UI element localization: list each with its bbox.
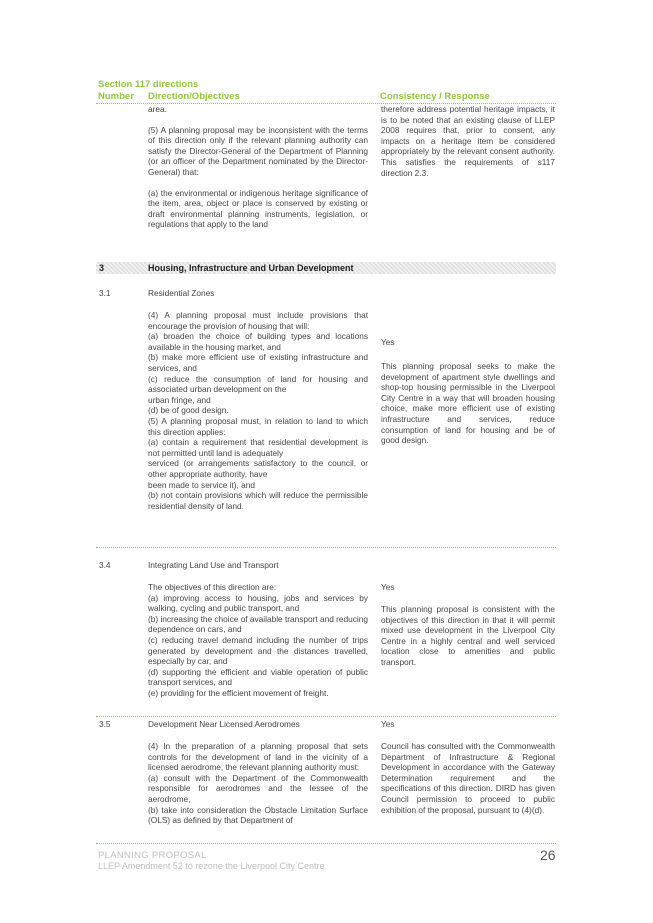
- row-34-response: This planning proposal is consistent with the objectives of this direction in that it will permit mixed use development in the Liverpool City Centre in a highly central and well serviced location close to amenities and public transport.: [381, 604, 555, 667]
- row-35-title: Development Near Licensed Aerodromes: [148, 719, 300, 729]
- row-35-yes: Yes: [381, 719, 395, 729]
- row-cont-left-p3: (a) the environmental or indigenous heritage significance of the item, area, object or place is conserved by existing or draft environmental planning instruments, legislation, or regulations that apply to the land: [148, 187, 368, 230]
- row-34-title: Integrating Land Use and Transport: [148, 560, 279, 570]
- row-cont-left-p2: (5) A planning proposal may be inconsistent with the terms of this direction only if the relevant planning authority can satisfy the Director-General of the Department of Planning (or an officer of the Department nominated by the Director-General) that:: [148, 124, 368, 177]
- header-direction: Direction/Objectives: [148, 91, 240, 102]
- row-divider: [96, 716, 556, 717]
- section-title: Section 117 directions: [98, 79, 199, 90]
- row-31-direction: (4) A planning proposal must include provisions that encourage the provision of housing that will: (a) broaden the choice of building types and locations available in the housing market, and (b) make more efficient use of existing infrastructure and services, and (c) reduce the consumption of land for housing and associated urban development on the urban fringe, and (d) be of good design. (5) A planning proposal must, in relation to land to which this direction applies: (a) contain a requirement that residential development is not permitted until land is adequately serviced (or arrangements satisfactory to the council, or other appropriate authority, have been made to service it), and (b) not contain provisions which will reduce the permissible residential density of land.: [148, 310, 368, 511]
- row-34-yes: Yes: [381, 582, 395, 592]
- row-cont-left-p1: area.: [148, 104, 167, 114]
- row-35-number: 3.5: [99, 719, 111, 729]
- row-cont-response: therefore address potential heritage impacts, it is to be noted that an existing clause of LLEP 2008 requires that, prior to consent, any impacts on a heritage item be considered appropriately by the relevant consent authority. This satisfies the requirements of s117 direction 2.3.: [381, 104, 555, 178]
- band-number: 3: [99, 263, 105, 273]
- footer-label: PLANNING PROPOSAL: [98, 850, 207, 861]
- row-divider: [96, 547, 556, 548]
- row-34-direction: The objectives of this direction are: (a) improving access to housing, jobs and services by walking, cycling and public transport, and (b) increasing the choice of available transport and reducing dependence on cars, and (c) reducing travel demand including the number of trips generated by development and the distances travelled, especially by car, and (d) supporting the efficient and viable operation of public transport services, and (e) providing for the efficient movement of freight.: [148, 582, 368, 698]
- header-response: Consistency / Response: [380, 91, 490, 102]
- row-cont-direction: [148, 104, 368, 230]
- row-31-response: This planning proposal seeks to make the development of apartment style dwellings and shop-top housing permissible in the Liverpool City Centre in a way that will broaden housing choice, make more efficient use of existing infrastructure and services, reduce consumption of land for housing and be of good design.: [381, 361, 555, 446]
- row-35-response: Council has consulted with the Commonwealth Department of Infrastructure & Regional Development in accordance with the Gateway Determination requirement and the specifications of this direction. DIRD has given Council permission to proceed to public exhibition of the proposal, pursuant to (4)(d).: [381, 741, 555, 815]
- row-35-direction: (4) In the preparation of a planning proposal that sets controls for the development of land in the vicinity of a licensed aerodrome, the relevant planning authority must: (a) consult with the Department of the Commonwealth responsible for aerodromes and the lessee of the aerodrome, (b) take into consideration the Obstacle Limitation Surface (OLS) as defined by that Department of: [148, 741, 368, 826]
- section-band-3: [96, 262, 556, 274]
- footer-divider: [96, 843, 556, 844]
- row-31-number: 3.1: [99, 288, 111, 298]
- row-31-title: Residential Zones: [148, 288, 215, 298]
- row-34-number: 3.4: [99, 560, 111, 570]
- table-header: [96, 90, 556, 104]
- footer-subtitle: LLEP Amendment 52 to rezone the Liverpool City Centre: [98, 861, 325, 871]
- header-number: Number: [98, 91, 134, 102]
- row-31-yes: Yes: [381, 337, 395, 347]
- page-number: 26: [540, 847, 556, 863]
- band-title: Housing, Infrastructure and Urban Development: [148, 263, 354, 273]
